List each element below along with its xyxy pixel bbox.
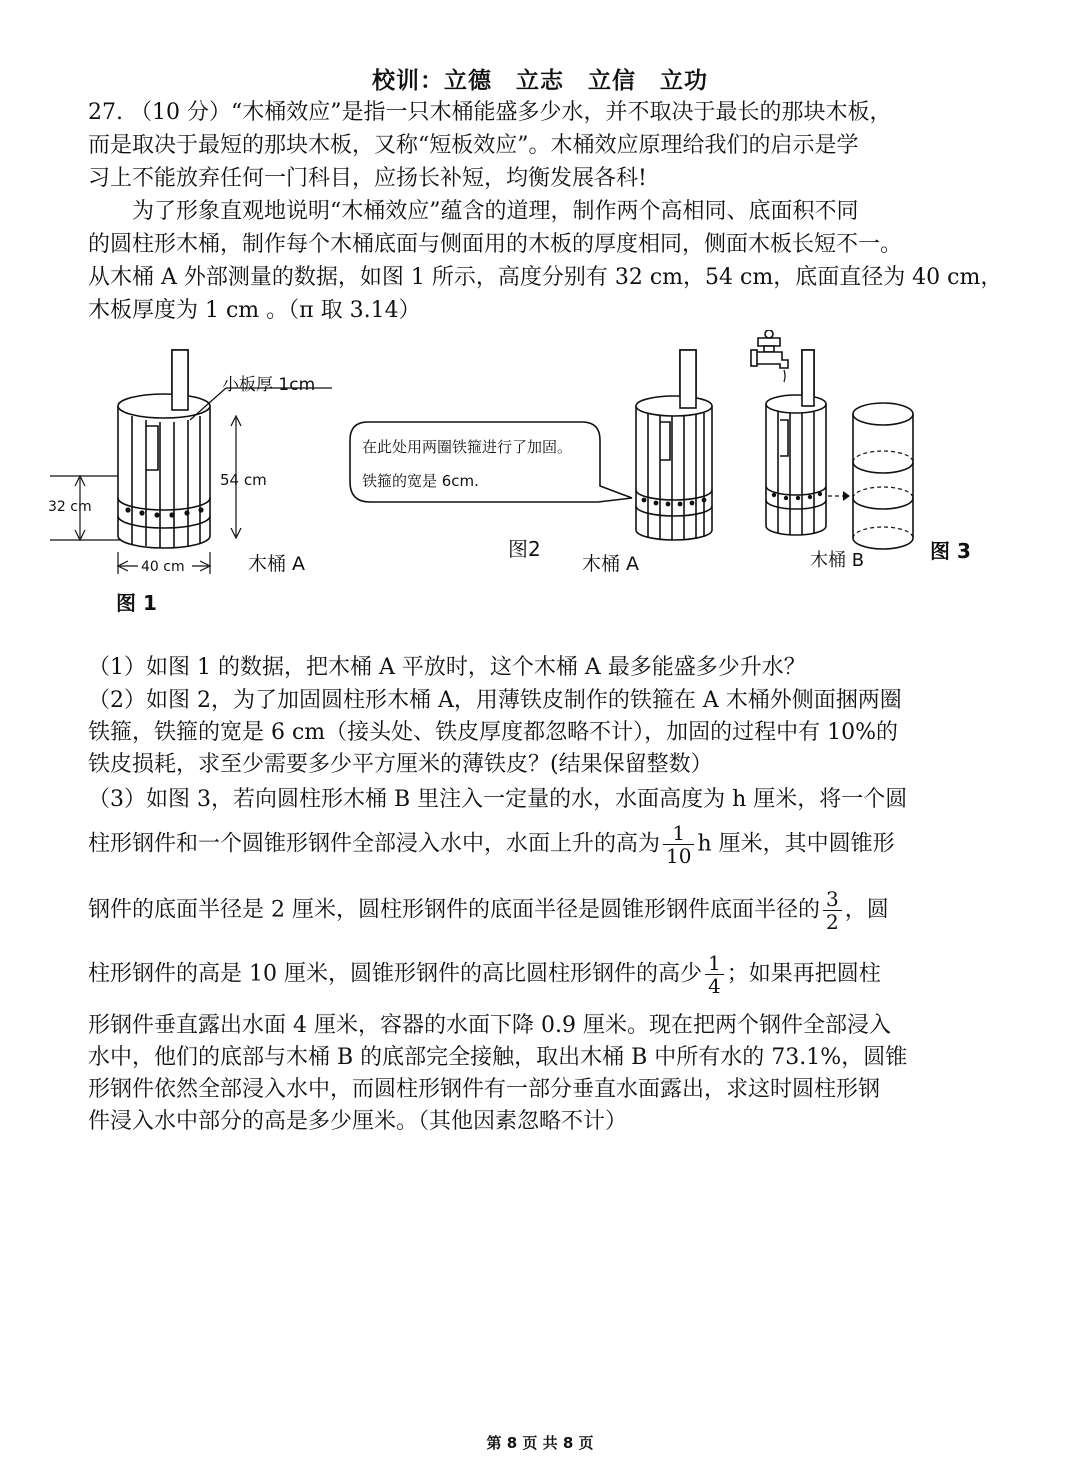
faucet-icon <box>751 330 788 382</box>
fig3-caption: 图 3 <box>930 539 971 563</box>
intro-line: 而是取决于最短的那块木板，又称“短板效应”。木桶效应原理给我们的启示是学 <box>88 133 859 158</box>
fig2-barrel-label: 木桶 A <box>582 553 640 575</box>
barrel-b-body <box>766 404 826 535</box>
board-thickness-label: 小板厚 1cm <box>222 375 316 395</box>
intro-line: 27. （10 分）“木桶效应”是指一只木桶能盛多少水，并不取决于最长的那块木板， <box>88 100 892 125</box>
callout-line-1: 在此处用两圈铁箍进行了加固。 <box>362 438 573 456</box>
q3-text: 柱形钢件和一个圆锥形钢件全部浸入水中，水面上升的高为 <box>88 831 661 857</box>
question-3-line-3 <box>88 888 1008 933</box>
callout-line-2: 铁箍的宽是 6cm. <box>362 472 479 490</box>
figure-3 <box>751 330 913 549</box>
glass-cylinder <box>853 403 913 549</box>
q3-text: ；如果再把圆柱 <box>726 961 881 987</box>
question-3-line: 形钢件依然全部浸入水中，而圆柱形钢件有一部分垂直水面露出，求这时圆柱形钢 <box>88 1077 881 1102</box>
question-3-line-4 <box>88 952 1008 997</box>
fig1-barrel-label: 木桶 A <box>248 553 306 575</box>
school-motto: 校训：立德 立志 立信 立功 <box>372 68 708 94</box>
page-number: 第 8 页 共 8 页 <box>486 1434 594 1452</box>
fig3-barrel-label: 木桶 B <box>810 550 865 571</box>
intro-line: 从木桶 A 外部测量的数据，如图 1 所示，高度分别有 32 cm，54 cm，底面直径为 40 cm， <box>88 265 1003 290</box>
question-3-line-1: （3）如图 3，若向圆柱形木桶 B 里注入一定量的水，水面高度为 h 厘米，将一个圆 <box>88 787 908 812</box>
intro-line: 的圆柱形木桶，制作每个木桶底面与侧面用的木板的厚度相同，侧面木板长短不一。 <box>88 232 903 257</box>
fraction-three-halves: $\frac{3}{2}$ <box>823 888 842 933</box>
callout-bubble <box>350 422 632 502</box>
question-2-line: 铁皮损耗，求至少需要多少平方厘米的薄铁皮？(结果保留整数） <box>88 752 713 777</box>
problem-intro <box>88 96 1003 327</box>
question-1: （1）如图 1 的数据，把木桶 A 平放时，这个木桶 A 最多能盛多少升水？ <box>88 655 806 680</box>
question-3-line: 件浸入水中部分的高是多少厘米。（其他因素忽略不计） <box>88 1109 628 1134</box>
question-3-line-2 <box>88 822 1008 867</box>
intro-line: 为了形象直观地说明“木桶效应”蕴含的道理，制作两个高相同、底面积不同 <box>132 199 859 224</box>
intro-line: 习上不能放弃任何一门科目，应扬长补短，均衡发展各科! <box>88 166 647 191</box>
fig2-caption: 图2 <box>508 537 541 561</box>
question-2-line: （2）如图 2，为了加固圆柱形木桶 A，用薄铁皮制作的铁箍在 A 木桶外侧面捆两圈 <box>88 688 902 713</box>
question-3-line: 水中，他们的底部与木桶 B 的底部完全接触，取出木桶 B 中所有水的 73.1%，圆锥 <box>88 1045 908 1070</box>
fraction-one-quarter: $\frac{1}{4}$ <box>705 952 724 997</box>
figures-panel <box>40 330 1040 630</box>
diameter-label: 40 cm <box>141 559 185 575</box>
fraction-one-tenth: $\frac{1}{10}$ <box>663 822 694 867</box>
q3-text: h 厘米，其中圆锥形 <box>697 831 895 857</box>
question-3-rest <box>88 1010 1008 1138</box>
height-short-label: 32 cm <box>48 499 92 515</box>
intro-line: 木板厚度为 1 cm 。（π 取 3.14） <box>88 298 421 323</box>
question-3-line: 形钢件垂直露出水面 4 厘米，容器的水面下降 0.9 厘米。现在把两个钢件全部浸入 <box>88 1013 891 1038</box>
height-long-label: 54 cm <box>220 471 267 489</box>
q3-text: ，圆 <box>844 897 889 923</box>
q3-text: 钢件的底面半径是 2 厘米，圆柱形钢件的底面半径是圆锥形钢件底面半径的 <box>88 897 820 923</box>
question-2 <box>88 685 1008 781</box>
q3-text: 柱形钢件的高是 10 厘米，圆锥形钢件的高比圆柱形钢件的高少 <box>88 961 702 987</box>
question-2-line: 铁箍，铁箍的宽是 6 cm（接头处、铁皮厚度都忽略不计），加固的过程中有 10%的 <box>88 720 899 745</box>
fig1-caption: 图 1 <box>116 591 157 615</box>
